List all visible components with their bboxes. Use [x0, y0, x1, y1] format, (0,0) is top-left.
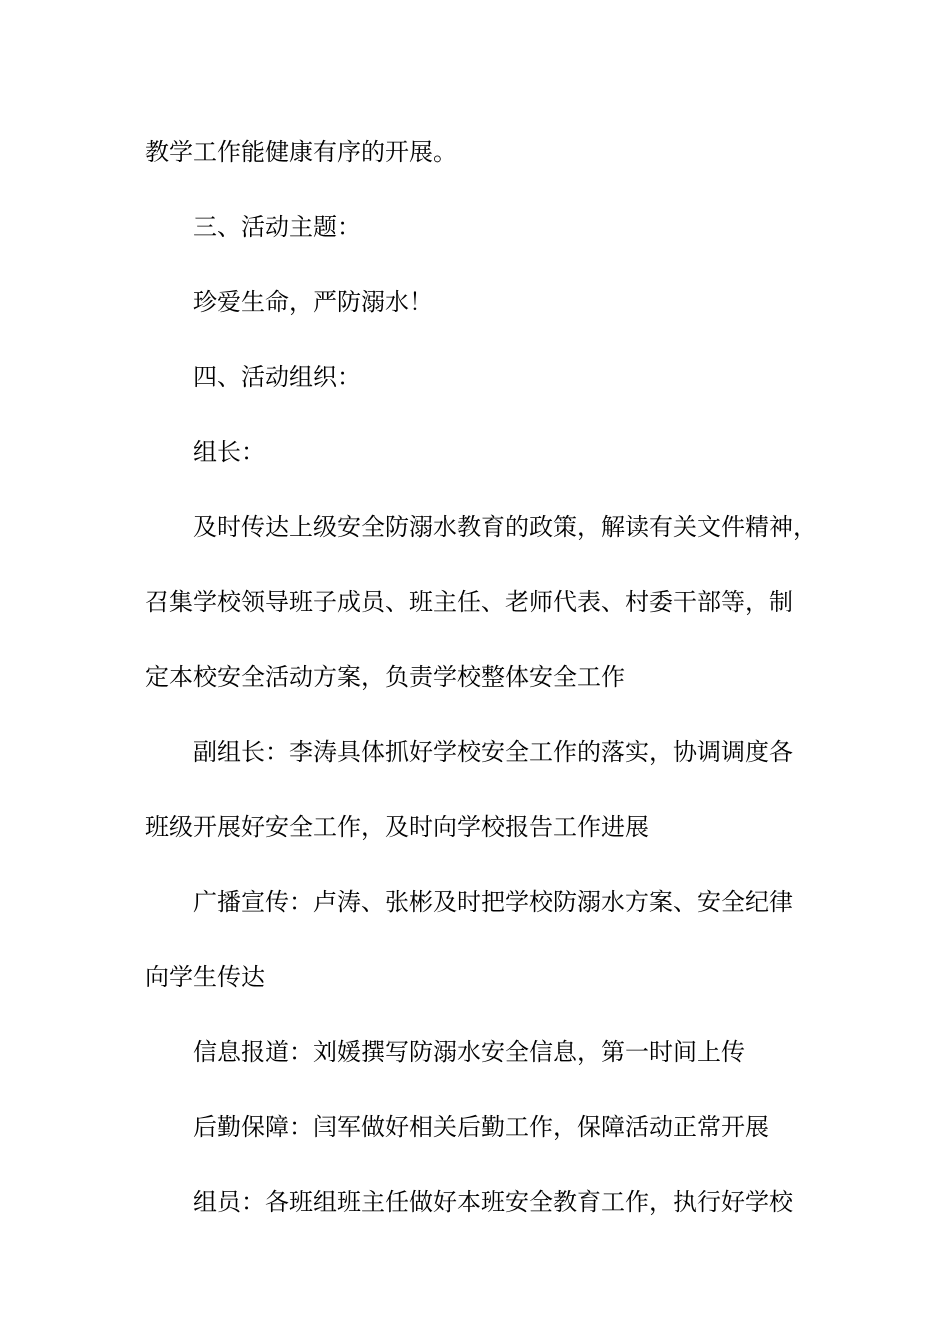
section-heading-organization: 四、活动组织：: [193, 363, 361, 391]
group-leader-label: 组长：: [193, 438, 265, 466]
broadcast-line-1: 广播宣传：卢涛、张彬及时把学校防溺水方案、安全纪律: [193, 888, 793, 916]
leader-duty-line-3: 定本校安全活动方案，负责学校整体安全工作: [145, 663, 625, 691]
leader-duty-line-1: 及时传达上级安全防溺水教育的政策，解读有关文件精神，: [193, 513, 817, 541]
broadcast-line-2: 向学生传达: [145, 963, 265, 991]
deputy-leader-line-1: 副组长：李涛具体抓好学校安全工作的落实，协调调度各: [193, 738, 793, 766]
leader-duty-line-2: 召集学校领导班子成员、班主任、老师代表、村委干部等，制: [145, 588, 793, 616]
info-report-line: 信息报道：刘媛撰写防溺水安全信息，第一时间上传: [193, 1038, 745, 1066]
theme-slogan: 珍爱生命，严防溺水！: [193, 288, 433, 316]
members-line: 组员：各班组班主任做好本班安全教育工作，执行好学校: [193, 1188, 793, 1216]
section-heading-theme: 三、活动主题：: [193, 213, 361, 241]
logistics-line: 后勤保障：闫军做好相关后勤工作，保障活动正常开展: [193, 1113, 769, 1141]
deputy-leader-line-2: 班级开展好安全工作，及时向学校报告工作进展: [145, 813, 649, 841]
paragraph-continuation: 教学工作能健康有序的开展。: [145, 138, 457, 166]
